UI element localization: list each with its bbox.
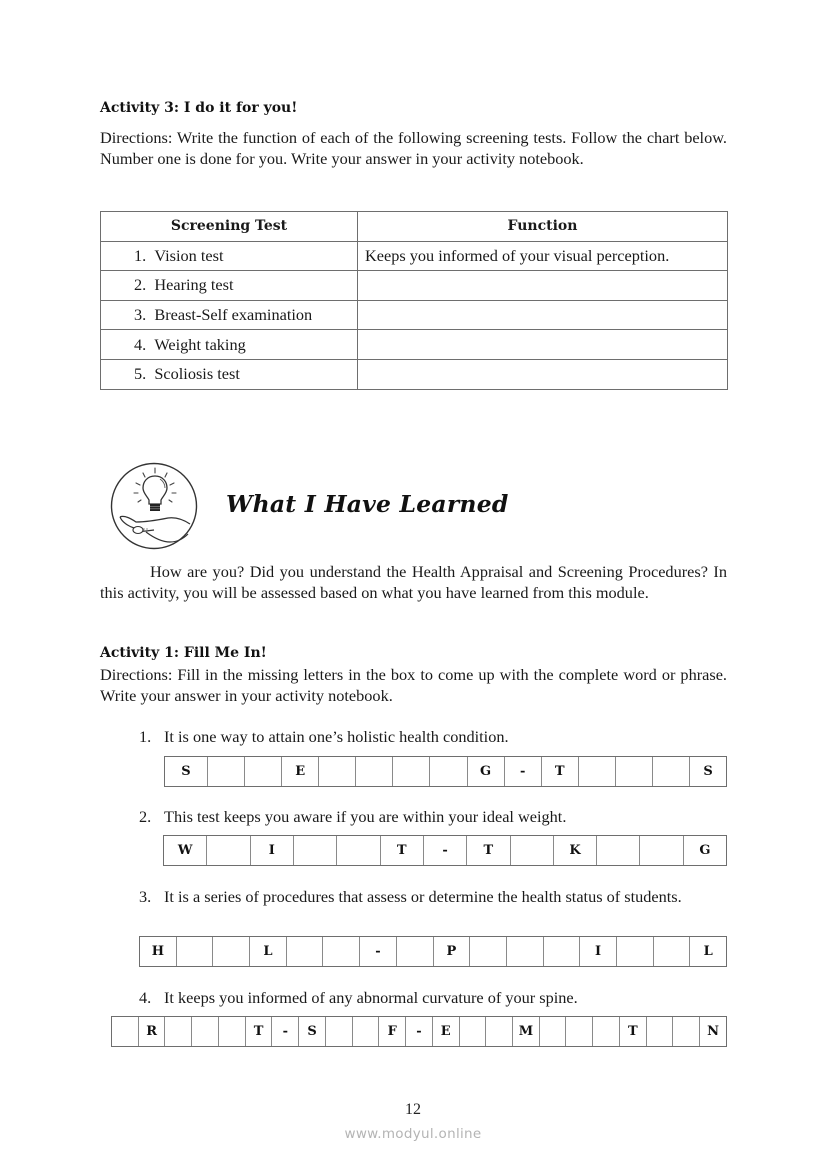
letter-box[interactable]: M — [512, 1017, 539, 1046]
letter-box[interactable] — [672, 1017, 699, 1046]
table-row — [101, 359, 728, 389]
letter-box[interactable]: R — [138, 1017, 165, 1046]
letter-box[interactable] — [207, 757, 244, 786]
letter-box[interactable] — [318, 757, 355, 786]
letter-box[interactable]: T — [619, 1017, 646, 1046]
letter-box[interactable] — [510, 836, 553, 865]
letter-box[interactable]: T — [541, 757, 578, 786]
screening-test-cell — [101, 271, 358, 301]
activity1-directions: Directions: Fill in the missing letters in the box to come up with the complete word or phrase. Write your answer in your activity notebook. — [100, 665, 727, 705]
function-cell — [358, 330, 728, 360]
letter-box[interactable] — [506, 937, 543, 966]
screening-test-cell — [101, 300, 358, 330]
question-number: 2. — [139, 807, 152, 826]
letter-box[interactable]: P — [433, 937, 470, 966]
letter-box[interactable]: N — [699, 1017, 726, 1046]
letter-box[interactable]: W — [177, 843, 193, 858]
letter-box[interactable]: F — [378, 1017, 405, 1046]
letter-box[interactable] — [392, 757, 429, 786]
letter-box[interactable] — [322, 937, 359, 966]
letter-box[interactable]: G — [683, 836, 726, 865]
letter-box[interactable] — [396, 937, 433, 966]
activity3-title: Activity 3: I do it for you! — [100, 100, 298, 116]
letter-box[interactable]: L — [689, 937, 726, 966]
test-name: Vision test — [154, 245, 224, 265]
screening-test-cell — [101, 330, 358, 360]
letter-box[interactable]: I — [250, 836, 293, 865]
letter-box[interactable] — [355, 757, 392, 786]
row-number: 2. — [134, 275, 147, 295]
lightbulb-in-hand-icon — [110, 462, 198, 550]
letter-box[interactable] — [639, 836, 682, 865]
letter-boxes-3 — [139, 936, 727, 967]
screening-test-table — [100, 211, 728, 390]
letter-box[interactable]: - — [359, 937, 396, 966]
letter-box[interactable] — [592, 1017, 619, 1046]
letter-box[interactable]: S — [689, 757, 726, 786]
function-cell: Keeps you informed of your visual perception. — [358, 241, 728, 271]
letter-box[interactable]: K — [553, 836, 596, 865]
table-row — [101, 271, 728, 301]
question-text: It is a series of procedures that assess or determine the health status of students. — [164, 887, 682, 906]
letter-box[interactable] — [653, 937, 690, 966]
letter-box[interactable]: H — [151, 944, 164, 959]
letter-box[interactable] — [244, 757, 281, 786]
letter-box[interactable] — [112, 1017, 138, 1046]
letter-box[interactable] — [191, 1017, 218, 1046]
letter-box[interactable]: - — [504, 757, 541, 786]
screening-test-cell — [101, 241, 358, 271]
letter-box[interactable]: T — [245, 1017, 272, 1046]
section-title: What I Have Learned — [226, 490, 509, 518]
question-3 — [139, 887, 727, 929]
letter-boxes-2 — [163, 835, 727, 866]
table-row — [101, 241, 728, 271]
question-text: It keeps you informed of any abnormal curvature of your spine. — [164, 988, 578, 1007]
question-text: This test keeps you aware if you are within your ideal weight. — [164, 807, 567, 826]
question-number: 4. — [139, 988, 152, 1007]
letter-box[interactable] — [543, 937, 580, 966]
letter-box[interactable]: - — [423, 836, 466, 865]
letter-box[interactable]: E — [432, 1017, 459, 1046]
letter-box[interactable] — [176, 937, 213, 966]
function-cell — [358, 271, 728, 301]
letter-box[interactable]: T — [380, 836, 423, 865]
test-name: Scoliosis test — [154, 364, 240, 384]
table-header-row — [101, 212, 728, 242]
letter-box[interactable] — [293, 836, 336, 865]
letter-box[interactable] — [325, 1017, 352, 1046]
page-number: 12 — [405, 1101, 421, 1118]
letter-box[interactable] — [646, 1017, 673, 1046]
letter-box[interactable] — [615, 757, 652, 786]
test-name: Weight taking — [154, 334, 246, 354]
table-row — [101, 330, 728, 360]
column-header-screening-test: Screening Test — [101, 212, 358, 242]
letter-box[interactable]: - — [271, 1017, 298, 1046]
letter-box[interactable] — [485, 1017, 512, 1046]
letter-box[interactable] — [652, 757, 689, 786]
letter-box[interactable] — [286, 937, 323, 966]
letter-box[interactable] — [352, 1017, 379, 1046]
question-text: It is one way to attain one’s holistic health condition. — [164, 727, 509, 746]
section-intro: How are you? Did you understand the Health Appraisal and Screening Procedures? In this activity, you will be assessed based on what you have learned from this module. — [100, 562, 727, 602]
letter-box[interactable] — [218, 1017, 245, 1046]
question-number: 1. — [139, 727, 152, 746]
letter-box[interactable] — [596, 836, 639, 865]
letter-box[interactable] — [539, 1017, 566, 1046]
row-number: 4. — [134, 334, 147, 354]
test-name: Hearing test — [154, 275, 234, 295]
question-number: 3. — [139, 887, 152, 906]
letter-box[interactable] — [429, 757, 466, 786]
test-name: Breast-Self examination — [154, 305, 313, 325]
letter-boxes-4 — [111, 1016, 727, 1047]
question-4 — [139, 988, 727, 1008]
function-cell — [358, 359, 728, 389]
letter-box[interactable]: G — [467, 757, 504, 786]
letter-box[interactable]: - — [405, 1017, 432, 1046]
row-number: 1. — [134, 245, 147, 265]
letter-box[interactable]: S — [298, 1017, 325, 1046]
letter-box[interactable] — [459, 1017, 486, 1046]
letter-box[interactable]: T — [466, 836, 509, 865]
letter-box[interactable]: E — [281, 757, 318, 786]
question-2 — [139, 807, 727, 827]
letter-box[interactable]: L — [249, 937, 286, 966]
row-number: 3. — [134, 305, 147, 325]
screening-test-cell — [101, 359, 358, 389]
question-1 — [139, 727, 727, 747]
letter-box[interactable]: I — [579, 937, 616, 966]
column-header-function: Function — [358, 212, 728, 242]
letter-box[interactable] — [578, 757, 615, 786]
watermark: www.modyul.online — [344, 1126, 482, 1142]
letter-box[interactable] — [616, 937, 653, 966]
letter-box[interactable] — [206, 836, 249, 865]
letter-box[interactable] — [212, 937, 249, 966]
letter-box[interactable]: S — [181, 764, 191, 779]
activity1-title: Activity 1: Fill Me In! — [100, 645, 267, 661]
letter-box[interactable] — [469, 937, 506, 966]
letter-box[interactable] — [336, 836, 379, 865]
table-row — [101, 300, 728, 330]
activity3-directions: Directions: Write the function of each of the following screening tests. Follow the chart below. Number one is done for you. Write your answer in your activity notebook. — [100, 128, 727, 168]
row-number: 5. — [134, 364, 147, 384]
letter-boxes-1 — [164, 756, 727, 787]
letter-box[interactable] — [565, 1017, 592, 1046]
letter-box[interactable] — [164, 1017, 191, 1046]
function-cell — [358, 300, 728, 330]
